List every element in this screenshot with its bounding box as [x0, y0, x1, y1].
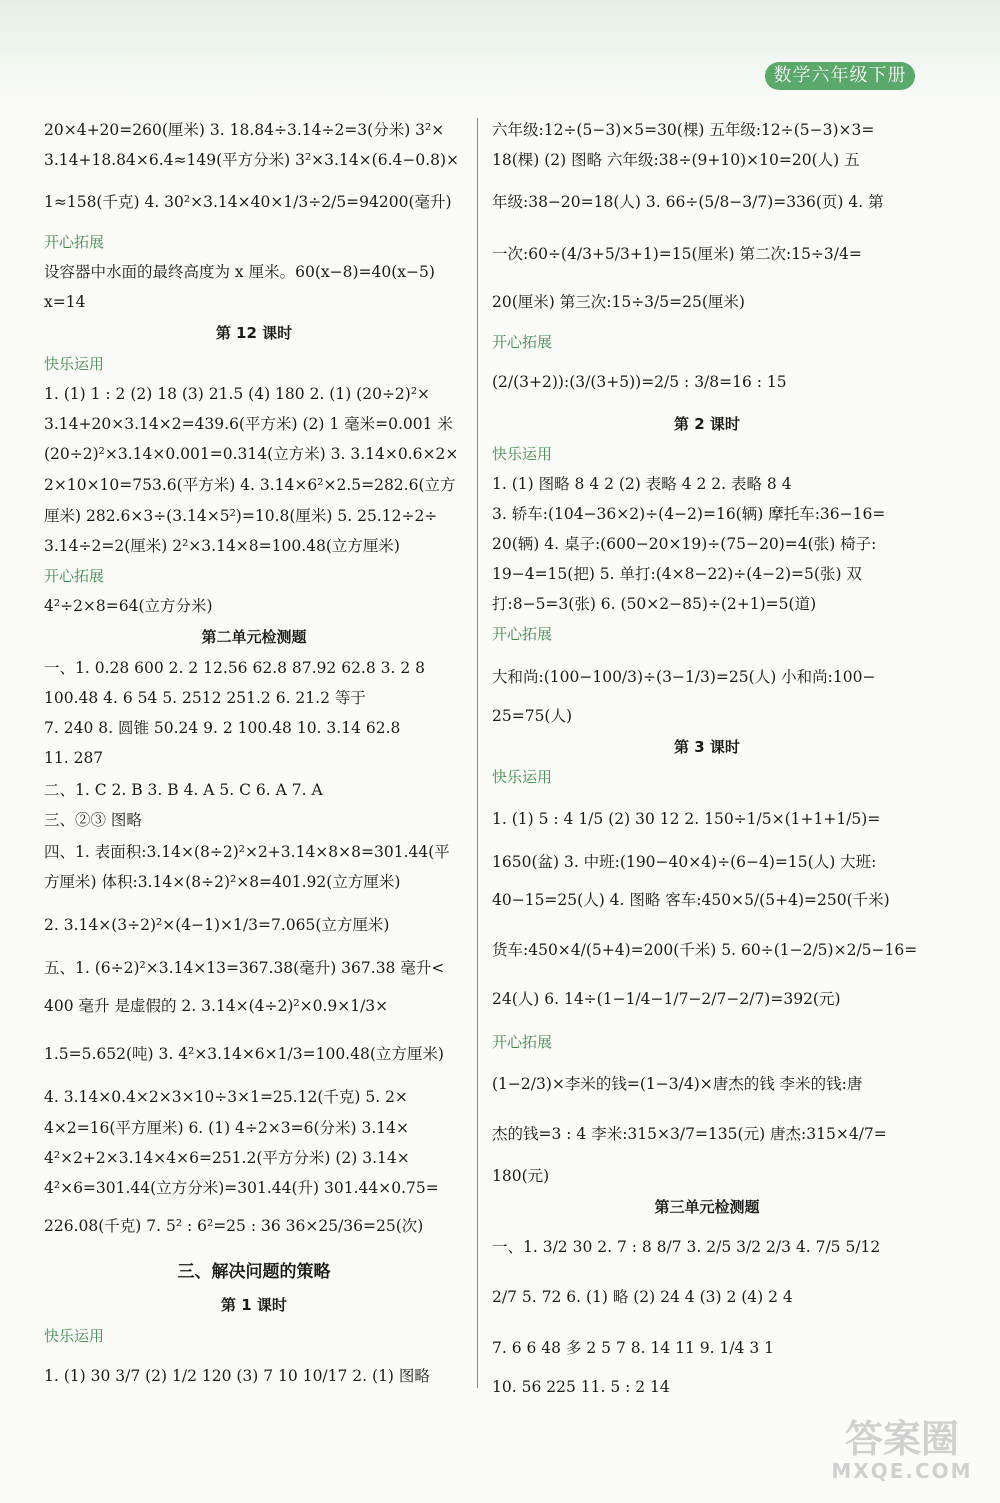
- text-line: 一、1. 0.28 600 2. 2 12.56 62.8 87.92 62.8 3. 2 8: [44, 659, 426, 677]
- text-line: 1. (1) 图略 8 4 2 (2) 表略 4 2 2. 表略 8 4: [492, 475, 792, 493]
- lesson-heading: 第 2 课时: [674, 415, 740, 433]
- text-line: 设容器中水面的最终高度为 x 厘米。60(x−8)=40(x−5): [44, 263, 435, 281]
- text-line: 厘米) 282.6×3÷(3.14×5²)=10.8(厘米) 5. 25.12÷2÷: [44, 507, 438, 525]
- text-line: 20(厘米) 第三次:15÷3/5=25(厘米): [492, 293, 745, 311]
- lesson-heading: 第 3 课时: [674, 738, 740, 756]
- text-line: 2. 3.14×(3÷2)²×(4−1)×1/3=7.065(立方厘米): [44, 916, 390, 934]
- text-line: 杰的钱=3 : 4 李米:315×3/7=135(元) 唐杰:315×4/7=: [492, 1125, 887, 1143]
- text-line: 货车:450×4/(5+4)=200(千米) 5. 60÷(1−2/5)×2/5−16=: [492, 941, 918, 959]
- column-divider: [477, 118, 478, 1388]
- text-line: 226.08(千克) 7. 5² : 6²=25 : 36 36×25/36=25(次): [44, 1217, 424, 1235]
- text-line: 四、1. 表面积:3.14×(8÷2)²×2+3.14×8×8=301.44(平: [44, 843, 450, 861]
- text-line: 1.5=5.652(吨) 3. 4²×3.14×6×1/3=100.48(立方厘米): [44, 1045, 444, 1063]
- text-line: 1. (1) 5 : 4 1/5 (2) 30 12 2. 150÷1/5×(1+1+1/5)=: [492, 810, 881, 828]
- text-line: 24(人) 6. 14÷(1−1/4−1/7−2/7−2/7)=392(元): [492, 990, 841, 1008]
- text-line: 400 毫升 是虚假的 2. 3.14×(4÷2)²×0.9×1/3×: [44, 997, 389, 1015]
- text-line: 三、②③ 图略: [44, 811, 142, 829]
- text-line: 年级:38−20=18(人) 3. 66÷(5/8−3/7)=336(页) 4. 第: [492, 193, 884, 211]
- text-line: 大和尚:(100−100/3)÷(3−1/3)=25(人) 小和尚:100−: [492, 668, 876, 686]
- text-line: 7. 6 6 48 多 2 5 7 8. 14 11 9. 1/4 3 1: [492, 1339, 774, 1357]
- text-line: (2/(3+2)):(3/(3+5))=2/5 : 3/8=16 : 15: [492, 373, 787, 391]
- section-label: 快乐运用: [492, 445, 553, 463]
- chapter-heading: 三、解决问题的策略: [177, 1262, 331, 1282]
- text-line: 六年级:12÷(5−3)×5=30(棵) 五年级:12÷(5−3)×3=: [492, 121, 875, 139]
- text-line: 10. 56 225 11. 5 : 2 14: [492, 1378, 670, 1396]
- text-line: 五、1. (6÷2)²×3.14×13=367.38(毫升) 367.38 毫升<: [44, 959, 445, 977]
- text-line: 2×10×10=753.6(平方米) 4. 3.14×6²×2.5=282.6(立方: [44, 476, 456, 494]
- text-line: (20÷2)²×3.14×0.001=0.314(立方米) 3. 3.14×0.6×2×: [44, 445, 459, 463]
- text-line: 3.14÷2=2(厘米) 2²×3.14×8=100.48(立方厘米): [44, 537, 400, 555]
- text-line: 100.48 4. 6 54 5. 2512 251.2 6. 21.2 等于: [44, 689, 366, 707]
- text-line: 3.14+20×3.14×2=439.6(平方米) (2) 1 毫米=0.001 米: [44, 415, 453, 433]
- text-line: 1≈158(千克) 4. 30²×3.14×40×1/3÷2/5=94200(毫升): [44, 193, 452, 211]
- text-line: 19−4=15(把) 5. 单打:(4×8−22)÷(4−2)=5(张) 双: [492, 565, 862, 583]
- lesson-heading: 第 12 课时: [215, 324, 293, 342]
- section-label: 快乐运用: [492, 768, 553, 786]
- section-label: 开心拓展: [492, 1033, 553, 1051]
- text-line: 4×2=16(平方厘米) 6. (1) 4÷2×3=6(分米) 3.14×: [44, 1119, 409, 1137]
- text-line: 7. 240 8. 圆锥 50.24 9. 2 100.48 10. 3.14 62.8: [44, 719, 401, 737]
- text-line: 二、1. C 2. B 3. B 4. A 5. C 6. A 7. A: [44, 781, 323, 799]
- text-line: 18(棵) (2) 图略 六年级:38÷(9+10)×10=20(人) 五: [492, 151, 860, 169]
- watermark-sub: MXQE.COM: [831, 1459, 973, 1483]
- text-line: 打:8−5=3(张) 6. (50×2−85)÷(2+1)=5(道): [492, 595, 817, 613]
- section-label: 开心拓展: [492, 333, 553, 351]
- text-line: 3.14+18.84×6.4≈149(平方分米) 3²×3.14×(6.4−0.8)×: [44, 151, 460, 169]
- text-line: 4²×6=301.44(立方分米)=301.44(升) 301.44×0.75=: [44, 1179, 439, 1197]
- text-line: 20×4+20=260(厘米) 3. 18.84÷3.14÷2=3(分米) 3²×: [44, 121, 445, 139]
- text-line: 方厘米) 体积:3.14×(8÷2)²×8=401.92(立方厘米): [44, 873, 401, 891]
- lesson-heading: 第 1 课时: [221, 1296, 287, 1314]
- text-line: 180(元): [492, 1167, 550, 1185]
- text-line: 20(辆) 4. 桌子:(600−20×19)÷(75−20)=4(张) 椅子:: [492, 535, 877, 553]
- text-line: 11. 287: [44, 749, 104, 767]
- section-label: 开心拓展: [44, 233, 105, 251]
- text-line: 4²÷2×8=64(立方分米): [44, 597, 213, 615]
- text-line: 3. 轿车:(104−36×2)÷(4−2)=16(辆) 摩托车:36−16=: [492, 505, 886, 523]
- text-line: 40−15=25(人) 4. 图略 客车:450×5/(5+4)=250(千米): [492, 891, 890, 909]
- text-line: 4. 3.14×0.4×2×3×10÷3×1=25.12(千克) 5. 2×: [44, 1088, 408, 1106]
- section-label: 开心拓展: [492, 625, 553, 643]
- section-label: 快乐运用: [44, 1327, 105, 1345]
- section-label: 开心拓展: [44, 567, 105, 585]
- unit-test-heading: 第三单元检测题: [654, 1198, 760, 1216]
- text-line: (1−2/3)×李米的钱=(1−3/4)×唐杰的钱 李米的钱:唐: [492, 1075, 863, 1093]
- watermark-logo: [822, 1418, 982, 1488]
- subject-tag: 数学六年级下册: [765, 62, 915, 90]
- text-line: 1650(盆) 3. 中班:(190−40×4)÷(6−4)=15(人) 大班:: [492, 853, 877, 871]
- text-line: 1. (1) 1 : 2 (2) 18 (3) 21.5 (4) 180 2. (1) (20÷2)²×: [44, 385, 431, 403]
- text-line: x=14: [44, 293, 86, 311]
- text-line: 1. (1) 30 3/7 (2) 1/2 120 (3) 7 10 10/17 2. (1) 图略: [44, 1367, 430, 1385]
- text-line: 4²×2+2×3.14×4×6=251.2(平方分米) (2) 3.14×: [44, 1149, 410, 1167]
- text-line: 25=75(人): [492, 707, 573, 725]
- text-line: 2/7 5. 72 6. (1) 略 (2) 24 4 (3) 2 (4) 2 4: [492, 1288, 793, 1306]
- text-line: 一次:60÷(4/3+5/3+1)=15(厘米) 第二次:15÷3/4=: [492, 245, 862, 263]
- text-line: 一、1. 3/2 30 2. 7 : 8 8/7 3. 2/5 3/2 2/3 4. 7/5 5/12: [492, 1238, 881, 1256]
- unit-test-heading: 第二单元检测题: [201, 628, 307, 646]
- section-label: 快乐运用: [44, 355, 105, 373]
- watermark-main: 答案圈: [844, 1417, 959, 1461]
